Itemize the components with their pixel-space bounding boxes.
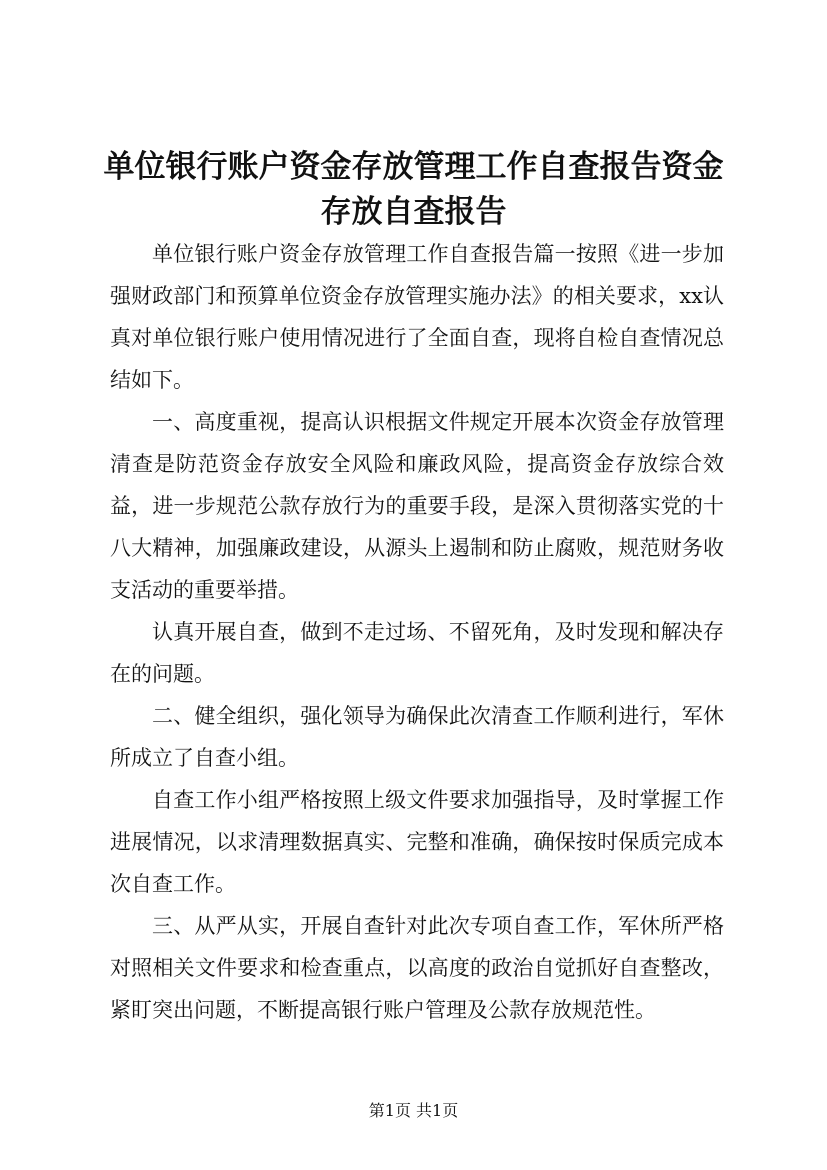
page-number-footer: 第1页 共1页 xyxy=(368,1101,459,1120)
paragraph-working-group: 自查工作小组严格按照上级文件要求加强指导，及时掌握工作进展情况，以求清理数据真实、完整和准确，确保按时保质完成本次自查工作。 xyxy=(110,788,724,896)
paragraph-section-1: 一、高度重视，提高认识根据文件规定开展本次资金存放管理清查是防范资金存放安全风险和廉政风险，提高资金存放综合效益，进一步规范公款存放行为的重要手段，是深入贯彻落实党的十八大精神，加强廉政建设，从源头上遏制和防止腐败，规范财务收支活动的重要举措。 xyxy=(110,410,724,602)
document-body xyxy=(110,233,724,1031)
document-title: 单位银行账户资金存放管理工作自查报告资金存放自查报告 xyxy=(103,149,724,230)
paragraph-section-2: 二、健全组织，强化领导为确保此次清查工作顺利进行，军休所成立了自查小组。 xyxy=(110,704,724,770)
paragraph-intro: 单位银行账户资金存放管理工作自查报告篇一按照《进一步加强财政部门和预算单位资金存放管理实施办法》的相关要求，xx认真对单位银行账户使用情况进行了全面自查，现将自检自查情况总结如下。 xyxy=(110,242,724,392)
paragraph-self-check: 认真开展自查，做到不走过场、不留死角，及时发现和解决存在的问题。 xyxy=(110,620,724,686)
paragraph-section-3: 三、从严从实，开展自查针对此次专项自查工作，军休所严格对照相关文件要求和检查重点，以高度的政治自觉抓好自查整改，紧盯突出问题，不断提高银行账户管理及公款存放规范性。 xyxy=(110,914,724,1022)
